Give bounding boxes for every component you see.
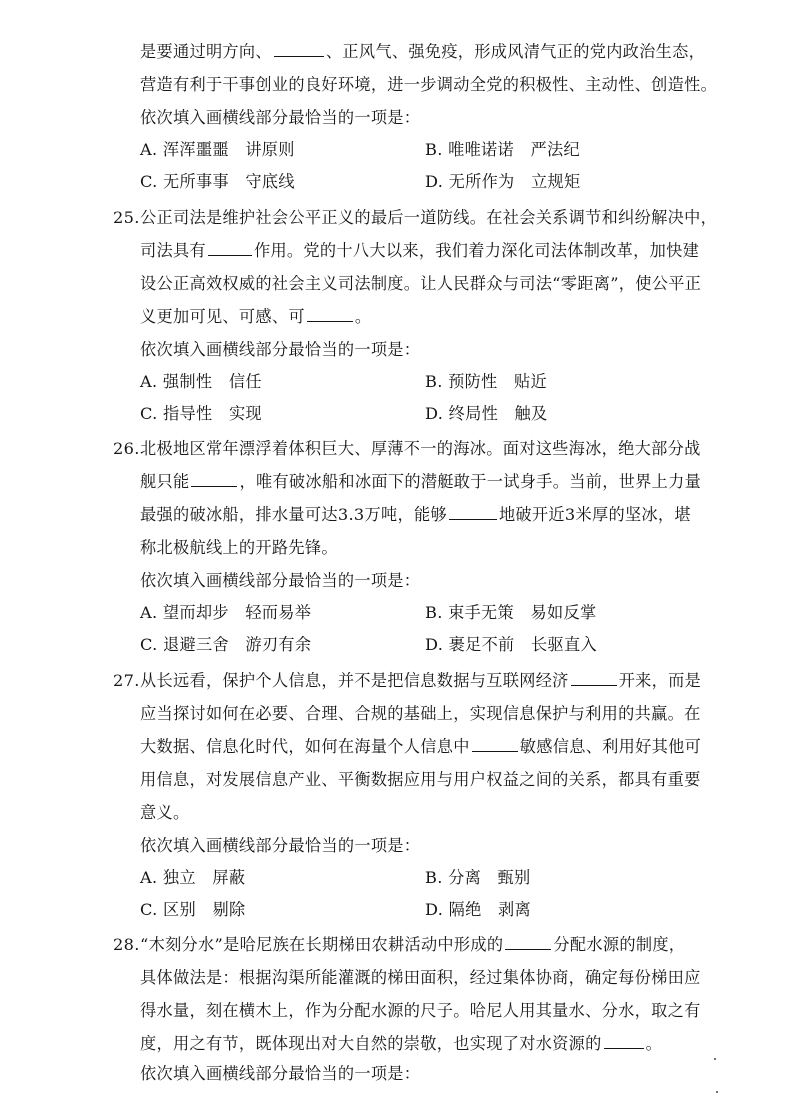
option-c: C. 退避三舍 游刃有余 <box>140 635 312 654</box>
option-b: B. 分离 甄别 <box>425 868 531 887</box>
text-run: 。 <box>354 307 372 326</box>
scan-speck <box>716 1091 718 1093</box>
text-line <box>140 472 700 492</box>
text-run: 司法具有 <box>140 241 206 260</box>
text-line: 应当探讨如何在必要、合理、合规的基础上，实现信息保护与利用的共赢。在 <box>140 704 701 723</box>
text-run: 舰只能 <box>140 472 190 491</box>
option-b: B. 唯唯诺诺 严法纪 <box>425 140 580 159</box>
question-number: 25. <box>113 208 140 227</box>
question-28-line <box>113 935 686 955</box>
text-line <box>140 42 706 62</box>
text-line: 用信息，对发展信息产业、平衡数据应用与用户权益之间的关系，都具有重要 <box>140 770 701 789</box>
text-run: 义更加可见、可感、可 <box>140 307 305 326</box>
text-line <box>140 505 700 525</box>
text-line: 称北极航线上的开路先锋。 <box>140 538 338 557</box>
fill-blank <box>571 671 617 686</box>
text-run: 。 <box>645 1034 663 1053</box>
text-run: ，唯有破冰船和冰面下的潜艇敢于一试身手。当前，世界上力量 <box>239 472 702 491</box>
text-line <box>140 307 700 327</box>
text-run: 开来，而是 <box>618 671 702 690</box>
fill-blank <box>604 1034 644 1049</box>
text-run: 作用。党的十八大以来，我们着力深化司法体制改革，加快建 <box>253 241 700 260</box>
option-c: C. 区别 剔除 <box>140 900 246 919</box>
option-b: B. 束手无策 易如反掌 <box>425 603 597 622</box>
fill-blank <box>449 505 497 520</box>
option-d: D. 无所作为 立规矩 <box>425 172 581 191</box>
text-run: 北极地区常年漂浮着体积巨大、厚薄不一的海冰。面对这些海冰，绝大部分战 <box>140 439 701 458</box>
text-line: 得水量，刻在横木上，作为分配水源的尺子。哈尼人用其量水、分水，取之有 <box>140 1001 701 1020</box>
fill-blank <box>505 935 551 950</box>
option-a: A. 望而却步 轻而易举 <box>140 603 312 622</box>
text-run: 度，用之有节，既体现出对大自然的崇敬，也实现了对水资源的 <box>140 1034 602 1053</box>
option-a: A. 独立 屏蔽 <box>140 868 246 887</box>
option-b: B. 预防性 贴近 <box>425 372 548 391</box>
question-instruction: 依次填入画横线部分最恰当的一项是： <box>140 836 421 855</box>
text-run: “木刻分水”是哈尼族在长期梯田农耕活动中形成的 <box>140 935 504 954</box>
text-line: 营造有利于干事创业的良好环境，进一步调动全党的积极性、主动性、创造性。 <box>140 75 718 94</box>
fill-blank <box>274 42 324 57</box>
fill-blank <box>472 737 518 752</box>
question-instruction: 依次填入画横线部分最恰当的一项是： <box>140 1064 421 1083</box>
text-run: 公正司法是维护社会公平正义的最后一道防线。在社会关系调节和纠纷解决中， <box>140 208 718 227</box>
fill-blank <box>191 472 237 487</box>
text-run: 是要通过明方向、 <box>140 42 272 61</box>
text-run: 大数据、信息化时代，如何在海量个人信息中 <box>140 737 470 756</box>
text-line <box>140 241 700 261</box>
text-run: 分配水源的制度， <box>553 935 686 954</box>
question-instruction: 依次填入画横线部分最恰当的一项是： <box>140 340 421 359</box>
text-run: 地破开近3米厚的坚冰，堪 <box>498 505 691 524</box>
option-d: D. 终局性 触及 <box>425 404 548 423</box>
option-d: D. 裹足不前 长驱直入 <box>425 635 597 654</box>
text-line: 设公正高效权威的社会主义司法制度。让人民群众与司法“零距离”，使公平正 <box>140 274 702 293</box>
text-run: 敏感信息、利用好其他可 <box>519 737 702 756</box>
text-line <box>140 737 700 757</box>
text-line: 具体做法是：根据沟渠所能灌溉的梯田面积，经过集体协商，确定每份梯田应 <box>140 968 701 987</box>
text-line <box>140 1034 700 1054</box>
fill-blank <box>208 241 252 256</box>
scan-speck <box>714 1058 716 1060</box>
fill-blank <box>307 307 353 322</box>
option-a: A. 浑浑噩噩 讲原则 <box>140 140 295 159</box>
question-26-line <box>113 439 701 459</box>
text-run: 、正风气、强免疫，形成风清气正的党内政治生态， <box>325 42 706 61</box>
question-27-line <box>113 671 702 691</box>
question-number: 26. <box>113 439 140 458</box>
question-number: 27. <box>113 671 140 690</box>
text-run: 最强的破冰船，排水量可达3.3万吨，能够 <box>140 505 447 524</box>
option-c: C. 无所事事 守底线 <box>140 172 295 191</box>
option-c: C. 指导性 实现 <box>140 404 262 423</box>
option-a: A. 强制性 信任 <box>140 372 262 391</box>
question-25-line <box>113 208 718 228</box>
text-line: 意义。 <box>140 803 190 822</box>
question-instruction: 依次填入画横线部分最恰当的一项是： <box>140 108 421 127</box>
question-instruction: 依次填入画横线部分最恰当的一项是： <box>140 571 421 590</box>
question-number: 28. <box>113 935 140 954</box>
text-run: 从长远看，保护个人信息，并不是把信息数据与互联网经济 <box>140 671 569 690</box>
option-d: D. 隔绝 剥离 <box>425 900 532 919</box>
